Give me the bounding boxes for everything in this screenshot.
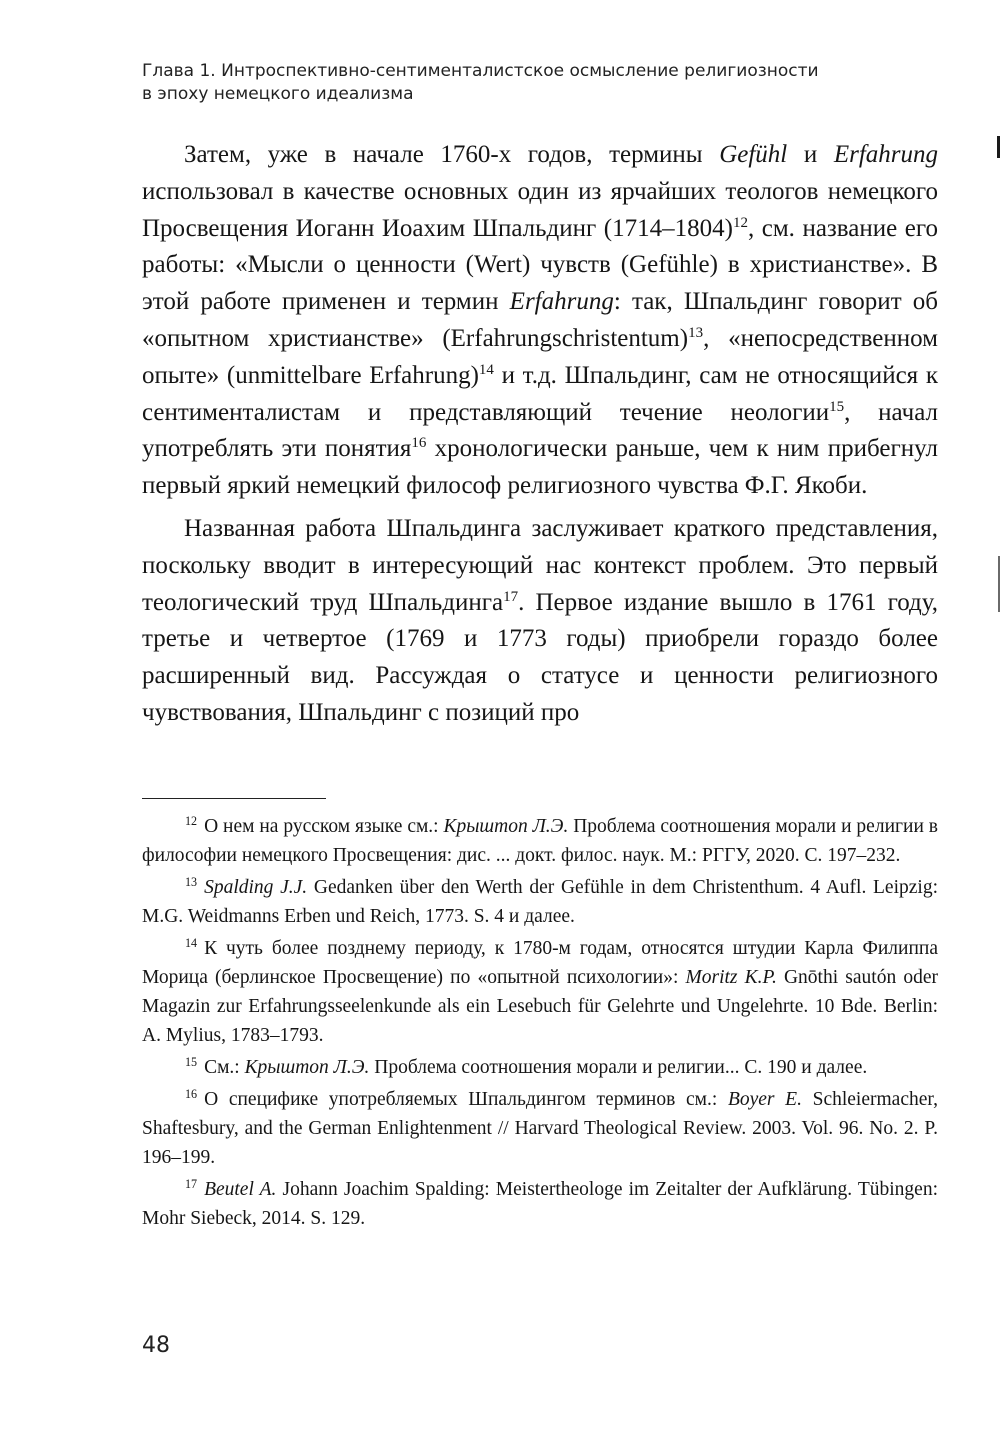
footnote-number: 15 xyxy=(185,1055,198,1070)
footnote-ref-16[interactable]: 16 xyxy=(411,435,427,452)
page-number: 48 xyxy=(142,1333,170,1358)
running-header xyxy=(142,60,942,106)
footnote-text: Schleiermacher, Shaftesbury, and the German Enlightenment // Harvard Theological Review. 2003. Vol. 96. No. 2. P. 196–199. xyxy=(142,1089,938,1168)
footnote-text: Johann Joachim Spalding: Meistertheologe im Zeitalter der Aufklärung. Tübingen: Mohr Siebeck, 2014. S. 129. xyxy=(142,1179,938,1229)
footnote-text: К чуть более позднему периоду, к 1780-м годам, относятся штудии Карла Филиппа Морица (берлинское Просвещение) по «опытной психологии»: xyxy=(142,938,938,988)
footnotes xyxy=(142,812,938,1236)
text-run: использовал в качестве основных один из ярчайших теологов немецкого Просвещения Иоганн Иоахим Шпальдинг (1714–1804) xyxy=(142,177,938,242)
footnote-14 xyxy=(142,934,938,1050)
footnote-author: Крыштоп Л.Э. xyxy=(244,1057,370,1078)
footnote-12 xyxy=(142,812,938,870)
italic-term: Gefühl xyxy=(719,141,788,168)
footnote-author: Крыштоп Л.Э. xyxy=(443,816,569,837)
paragraph-2 xyxy=(142,511,938,732)
italic-term: Erfahrung xyxy=(833,141,938,168)
footnote-author: Spalding J.J. xyxy=(204,877,308,898)
text-run: , см. название его работы: «Мысли о ценности (Wert) чувств (Gefühle) в христианстве». В этой работе применен и термин xyxy=(142,214,938,316)
running-header-line-2: в эпоху немецкого идеализма xyxy=(142,84,414,104)
footnote-text: Gedanken über den Werth der Gefühle in dem Christenthum. 4 Aufl. Leipzig: M.G. Weidmanns Erben und Reich, 1773. S. 4 и далее. xyxy=(142,877,938,927)
paragraph-1 xyxy=(142,137,938,505)
footnote-16 xyxy=(142,1085,938,1172)
footnote-ref-13[interactable]: 13 xyxy=(688,324,704,341)
footnote-text: Проблема соотношения морали и религии... С. 190 и далее. xyxy=(369,1057,868,1078)
footnote-ref-15[interactable]: 15 xyxy=(829,398,845,415)
text-run: , начал употреблять эти понятия xyxy=(142,398,938,463)
footnote-17 xyxy=(142,1175,938,1233)
text-run: хронологически раньше, чем к ним прибегнул первый яркий немецкий философ религиозного чувства Ф.Г. Якоби. xyxy=(142,435,938,500)
running-header-line-1: Глава 1. Интроспективно-сентименталистское осмысление религиозности xyxy=(142,61,819,81)
main-text xyxy=(142,137,938,738)
text-run: и xyxy=(787,141,834,168)
footnote-text: Gnōthi sautón oder Magazin zur Erfahrungsseelenkunde als ein Lesebuch für Gelehrte und Ungelehrte. 10 Bde. Berlin: A. Mylius, 1783–1793. xyxy=(142,967,938,1046)
footnote-text: О нем на русском языке см.: xyxy=(204,816,444,837)
footnote-separator xyxy=(142,798,326,799)
footnote-author: Beutel A. xyxy=(204,1179,277,1200)
footnote-13 xyxy=(142,873,938,931)
footnote-author: Moritz K.P. xyxy=(685,967,777,988)
text-run: . Первое издание вышло в 1761 году, третье и четвертое (1769 и 1773 годы) приобрели гораздо более расширенный вид. Рассуждая о статусе и ценности религиозного чувствования, Шпальдинг с позиций про xyxy=(142,588,938,726)
text-run: и т.д. Шпальдинг, сам не относящийся к сентименталистам и представляющий течение неологии xyxy=(142,361,938,426)
footnote-author: Boyer E. xyxy=(727,1089,802,1110)
footnote-15 xyxy=(142,1053,938,1082)
footnote-ref-12[interactable]: 12 xyxy=(732,214,748,231)
footnote-number: 17 xyxy=(185,1177,198,1192)
text-run: Названная работа Шпальдинга заслуживает краткого представления, поскольку вводит в интересующий нас контекст проблем. Это первый теологический труд Шпальдинга xyxy=(142,514,938,616)
footnote-number: 13 xyxy=(185,875,198,890)
footnote-ref-17[interactable]: 17 xyxy=(503,588,519,605)
footnote-text: Проблема соотношения морали и религии в философии немецкого Просвещения: дис. ... докт. филос. наук. М.: РГГУ, 2020. С. 197–232. xyxy=(142,816,938,866)
text-run: : так, Шпальдинг говорит об «опытном христианстве» (Erfahrungschristentum) xyxy=(142,288,938,352)
footnote-text: О специфике употребляемых Шпальдингом терминов см.: xyxy=(204,1089,728,1110)
text-run: Затем, уже в начале 1760-х годов, термины xyxy=(184,141,720,168)
text-run: , «непосредственном опыте» (unmittelbare Erfahrung) xyxy=(142,324,938,389)
footnote-number: 14 xyxy=(185,936,198,951)
footnote-number: 16 xyxy=(185,1087,198,1102)
footnote-text: См.: xyxy=(204,1057,245,1078)
italic-term: Erfahrung xyxy=(509,288,614,316)
footnote-number: 12 xyxy=(185,814,198,829)
footnote-ref-14[interactable]: 14 xyxy=(478,361,494,378)
